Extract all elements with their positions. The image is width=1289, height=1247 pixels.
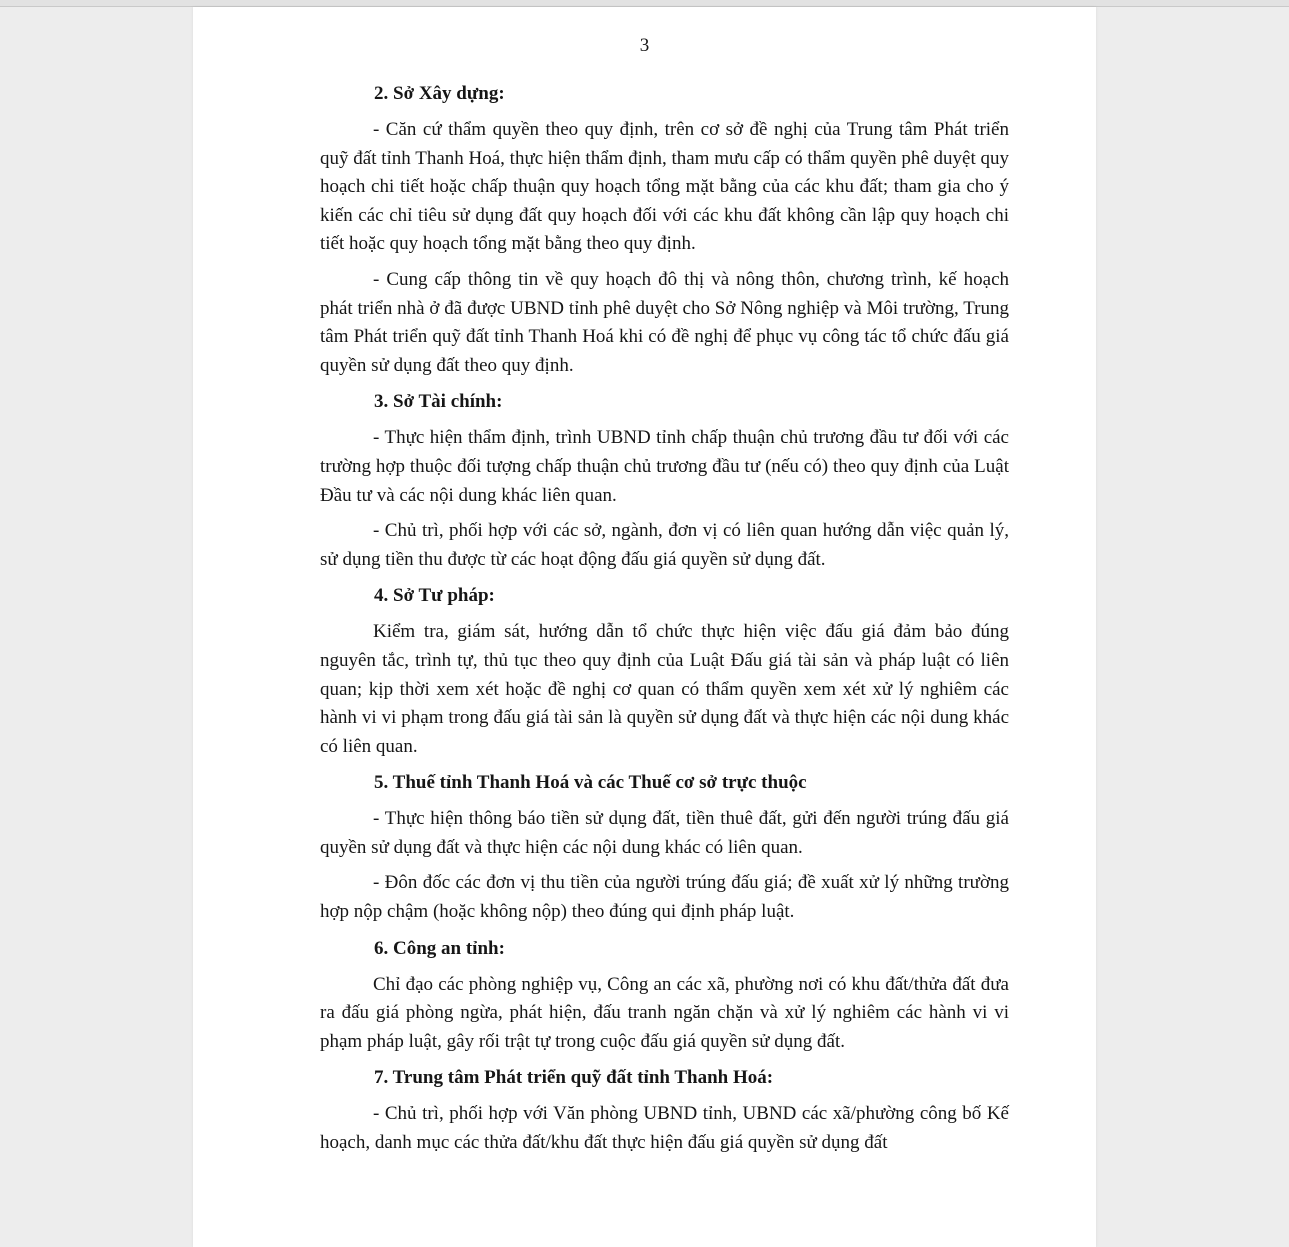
section-paragraph: - Đôn đốc các đơn vị thu tiền của người trúng đấu giá; đề xuất xử lý những trường hợp nộp chậm (hoặc không nộp) theo đúng qui định pháp luật. [320, 872, 1009, 923]
section-thue-tinh [320, 768, 1009, 926]
document-body [320, 79, 1009, 1165]
section-heading: 7. Trung tâm Phát triển quỹ đất tỉnh Thanh Hoá: [374, 1067, 774, 1089]
section-heading: 2. Sở Xây dựng: [374, 83, 505, 104]
section-paragraph: - Chủ trì, phối hợp với Văn phòng UBND tỉnh, UBND các xã/phường công bố Kế hoạch, danh mục các thửa đất/khu đất thực hiện đấu giá quyền sử dụng đất [320, 1103, 1009, 1154]
section-paragraph: Chỉ đạo các phòng nghiệp vụ, Công an các xã, phường nơi có khu đất/thửa đất đưa ra đấu giá phòng ngừa, phát hiện, đấu tranh ngăn chặn và xử lý nghiêm các hành vi vi phạm pháp luật, gây rối trật tự trong cuộc đấu giá quyền sử dụng đất. [320, 973, 1009, 1052]
section-so-xay-dung [320, 79, 1009, 380]
section-paragraph: - Căn cứ thẩm quyền theo quy định, trên cơ sở đề nghị của Trung tâm Phát triển quỹ đất tỉnh Thanh Hoá, thực hiện thẩm định, tham mưu cấp có thẩm quyền phê duyệt quy hoạch chi tiết hoặc chấp thuận quy hoạch tổng mặt bằng của các khu đất; tham gia cho ý kiến các chỉ tiêu sử dụng đất quy hoạch đối với các khu đất không cần lập quy hoạch chi tiết hoặc quy hoạch tổng mặt bằng theo quy định. [320, 119, 1009, 255]
section-so-tai-chinh [320, 387, 1009, 574]
section-cong-an-tinh [320, 934, 1009, 1057]
section-heading: 5. Thuế tỉnh Thanh Hoá và các Thuế cơ sở trực thuộc [374, 772, 807, 794]
section-paragraph: - Thực hiện thẩm định, trình UBND tỉnh chấp thuận chủ trương đầu tư đối với các trường hợp thuộc đối tượng chấp thuận chủ trương đầu tư (nếu có) theo quy định của Luật Đầu tư và các nội dung khác liên quan. [320, 427, 1009, 506]
window-top-edge [0, 0, 1289, 7]
section-paragraph: - Chủ trì, phối hợp với các sở, ngành, đơn vị có liên quan hướng dẫn việc quản lý, sử dụng tiền thu được từ các hoạt động đấu giá quyền sử dụng đất. [320, 520, 1009, 570]
section-heading: 4. Sở Tư pháp: [374, 585, 495, 607]
section-heading: 6. Công an tỉnh: [374, 937, 505, 959]
section-so-tu-phap [320, 581, 1009, 761]
section-paragraph: Kiểm tra, giám sát, hướng dẫn tổ chức thực hiện việc đấu giá đảm bảo đúng nguyên tắc, trình tự, thủ tục theo quy định của Luật Đấu giá tài sản và pháp luật có liên quan; kịp thời xem xét hoặc đề nghị cơ quan có thẩm quyền xem xét xử lý nghiêm các hành vi vi phạm trong đấu giá tài sản là quyền sử dụng đất và thực hiện các nội dung khác có liên quan. [320, 621, 1009, 757]
section-paragraph: - Thực hiện thông báo tiền sử dụng đất, tiền thuê đất, gửi đến người trúng đấu giá quyền sử dụng đất và thực hiện các nội dung khác có liên quan. [320, 808, 1009, 858]
section-trung-tam-phat-trien-quy-dat [320, 1063, 1009, 1157]
section-heading: 3. Sở Tài chính: [374, 391, 503, 413]
page-number: 3 [639, 35, 650, 56]
section-paragraph: - Cung cấp thông tin về quy hoạch đô thị và nông thôn, chương trình, kế hoạch phát triển nhà ở đã được UBND tỉnh phê duyệt cho Sở Nông nghiệp và Môi trường, Trung tâm Phát triển quỹ đất tỉnh Thanh Hoá khi có đề nghị để phục vụ công tác tổ chức đấu giá quyền sử dụng đất theo quy định. [320, 268, 1009, 376]
document-page[interactable] [193, 7, 1096, 1247]
